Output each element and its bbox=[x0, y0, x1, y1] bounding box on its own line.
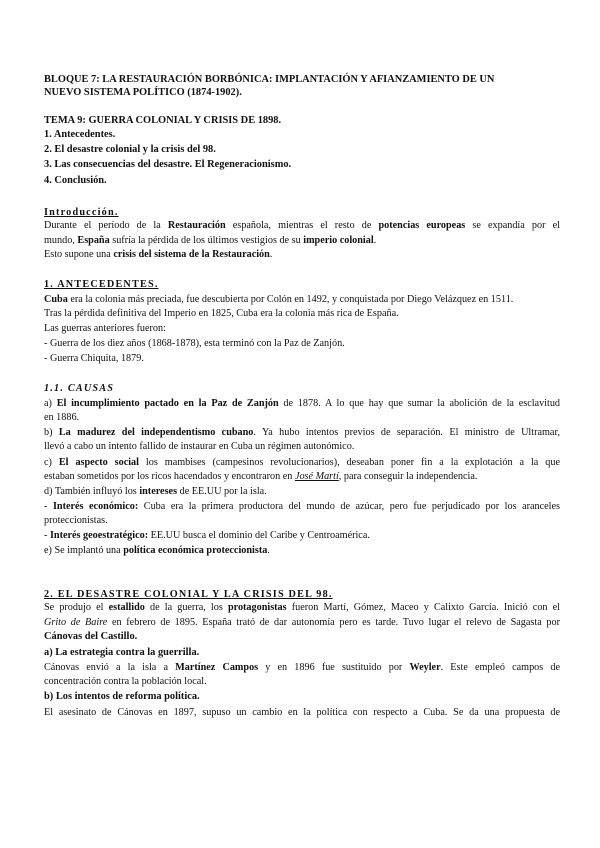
intro-heading: Introducción. bbox=[44, 207, 119, 218]
causa-e-line-1: e) Se implantó una política económica proteccionista. bbox=[44, 545, 270, 556]
outline-item-2: 2. El desastre colonial y la crisis del 98. bbox=[44, 144, 216, 155]
block-title-line-2: NUEVO SISTEMA POLÍTICO (1874-1902). bbox=[44, 87, 242, 98]
causa-a-line-1: a) El incumplimiento pactado en la Paz de Zanjón de 1878. A lo que hay que sumar la abolición de la esclavitud bbox=[44, 398, 561, 409]
jose-marti-link: José Martí bbox=[294, 471, 339, 482]
outline-item-1: 1. Antecedentes. bbox=[44, 129, 116, 140]
topic-title: TEMA 9: GUERRA COLONIAL Y CRISIS DE 1898. bbox=[44, 115, 282, 126]
desastre-line-1: Se produjo el estallido de la guerra, los protagonistas fueron Martí, Gómez, Maceo y Calixto García. Inició con el bbox=[44, 602, 560, 613]
causa-b-line-1: b) La madurez del independentismo cubano. Ya hubo intentos previos de separación. El ministro de Ultramar, bbox=[44, 427, 560, 438]
causa-b-line-2: llevó a cabo un intento fallido de instaurar en Cuba un régimen autonómico. bbox=[44, 441, 355, 452]
desastre-line-2: Grito de Baire en febrero de 1895. España trató de dar autonomía pero es tarde. Tuvo lugar el relevo de Sagasta por bbox=[44, 617, 560, 628]
causa-c-line-2: estaban sometidos por los ricos hacendados y encontraron en José Martí, para conseguir la independencia. bbox=[44, 471, 478, 482]
estrategia-heading: a) La estrategia contra la guerrilla. bbox=[44, 647, 200, 658]
causa-c-line-1: c) El aspecto social los mambises (campesinos revolucionarios), deseaban poner fin a la explotación a la que bbox=[44, 457, 560, 468]
reforma-line-1: El asesinato de Cánovas en 1897, supuso un cambio en la política con respecto a Cuba. Se da una propuesta de bbox=[44, 707, 560, 718]
reforma-heading: b) Los intentos de reforma política. bbox=[44, 691, 200, 702]
intro-line-3: Esto supone una crisis del sistema de la Restauración. bbox=[44, 249, 273, 260]
antecedentes-heading: 1. ANTECEDENTES. bbox=[44, 279, 159, 290]
antecedentes-line-5: - Guerra Chiquita, 1879. bbox=[44, 353, 144, 364]
antecedentes-line-4: - Guerra de los diez años (1868-1878), esta terminó con la Paz de Zanjón. bbox=[44, 338, 345, 349]
antecedentes-line-3: Las guerras anteriores fueron: bbox=[44, 323, 166, 334]
estrategia-line-1: Cánovas envió a la isla a Martínez Campos y en 1896 fue sustituido por Weyler. Este empleó campos de bbox=[44, 662, 561, 673]
causa-d-line-3: proteccionistas. bbox=[44, 515, 108, 526]
outline-item-4: 4. Conclusión. bbox=[44, 175, 107, 186]
intro-line-1: Durante el período de la Restauración española, mientras el resto de potencias europeas se expandía por el bbox=[44, 220, 560, 231]
block-title-line-1: BLOQUE 7: LA RESTAURACIÓN BORBÓNICA: IMPLANTACIÓN Y AFIANZAMIENTO DE UN bbox=[44, 74, 495, 85]
antecedentes-line-1: Cuba era la colonia más preciada, fue descubierta por Colón en 1492, y conquistada por Diego Velázquez en 1511. bbox=[44, 294, 514, 305]
intro-line-2: mundo, España sufría la pérdida de los últimos vestigios de su imperio colonial. bbox=[44, 235, 377, 246]
desastre-line-3: Cánovas del Castillo. bbox=[44, 631, 138, 642]
outline-item-3: 3. Las consecuencias del desastre. El Regeneracionismo. bbox=[44, 159, 292, 170]
antecedentes-line-2: Tras la pérdida definitiva del Imperio en 1825, Cuba era la colonia más rica de España. bbox=[44, 308, 399, 319]
causa-a-line-2: en 1886. bbox=[44, 412, 80, 423]
causa-d-line-4: - Interés geoestratégico: EE.UU busca el dominio del Caribe y Centroamérica. bbox=[44, 530, 370, 541]
causa-d-line-2: - Interés económico: Cuba era la primera productora del mundo de azúcar, pero fue perjudicado por los aranceles bbox=[44, 501, 560, 512]
desastre-heading: 2. EL DESASTRE COLONIAL Y LA CRISIS DEL 98. bbox=[44, 589, 333, 600]
causa-d-line-1: d) También influyó los intereses de EE.UU por la isla. bbox=[44, 486, 267, 497]
causas-heading: 1.1. CAUSAS bbox=[44, 383, 115, 394]
estrategia-line-2: concentración contra la población local. bbox=[44, 676, 207, 687]
